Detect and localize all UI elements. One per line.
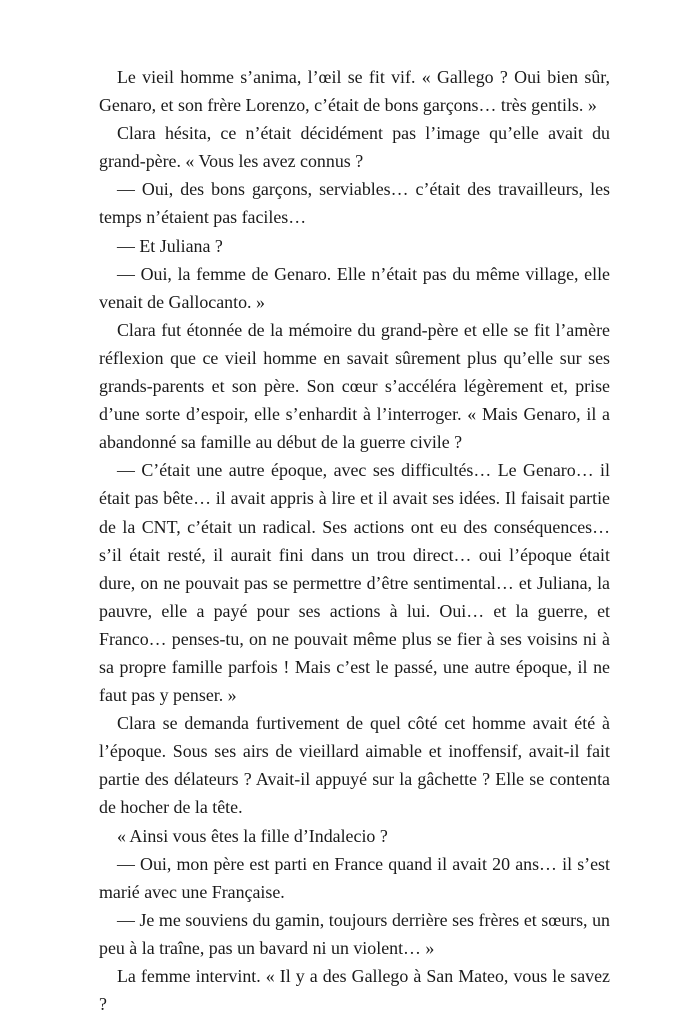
paragraph-3: — Oui, des bons garçons, serviables… c’était des travailleurs, les temps n’étaient pas faciles…	[99, 179, 610, 228]
paragraph-12: La femme intervint. « Il y a des Gallego à San Mateo, vous le savez ?	[99, 966, 610, 1015]
paragraph-11: — Je me souviens du gamin, toujours derrière ses frères et sœurs, un peu à la traîne, pas un bavard ni un violent… »	[99, 909, 610, 958]
paragraph-7: — C’était une autre époque, avec ses difficultés… Le Genaro… il était pas bête… il avait appris à lire et il avait ses idées. Il faisait partie de la CNT, c’était un radical. Ses actions ont eu des conséquences… s’il était resté, il aurait fini dans un trou direct… oui l’époque était dure, on ne pouvait pas se permettre d’être sentimental… et Juliana, la pauvre, elle a payé pour ses actions à lui. Oui… et la guerre, et Franco… penses-tu, on ne pouvait même plus se fier à ses voisins ni à sa propre famille parfois ! Mais c’est le passé, une autre époque, il ne faut pas y penser. »	[99, 460, 610, 706]
paragraph-1: Le vieil homme s’anima, l’œil se fit vif. « Gallego ? Oui bien sûr, Genaro, et son frère Lorenzo, c’était de bons garçons… très gentils. »	[99, 67, 610, 116]
page-text	[99, 63, 610, 1018]
paragraph-8: Clara se demanda furtivement de quel côté cet homme avait été à l’époque. Sous ses airs de vieillard aimable et inoffensif, avait-il fait partie des délateurs ? Avait-il appuyé sur la gâchette ? Elle se contenta de hocher de la tête.	[99, 713, 610, 818]
paragraph-10: — Oui, mon père est parti en France quand il avait 20 ans… il s’est marié avec une Française.	[99, 853, 610, 902]
paragraph-2: Clara hésita, ce n’était décidément pas l’image qu’elle avait du grand-père. « Vous les avez connus ?	[99, 123, 610, 172]
paragraph-6: Clara fut étonnée de la mémoire du grand-père et elle se fit l’amère réflexion que ce vieil homme en savait sûrement plus qu’elle sur ses grands-parents et son père. Son cœur s’accéléra légèrement et, prise d’une sorte d’espoir, elle s’enhardit à l’interroger. « Mais Genaro, il a abandonné sa famille au début de la guerre civile ?	[99, 319, 610, 453]
paragraph-4: — Et Juliana ?	[117, 235, 223, 256]
paragraph-5: — Oui, la femme de Genaro. Elle n’était pas du même village, elle venait de Gallocanto. »	[99, 263, 610, 312]
paragraph-9: « Ainsi vous êtes la fille d’Indalecio ?	[117, 825, 388, 846]
